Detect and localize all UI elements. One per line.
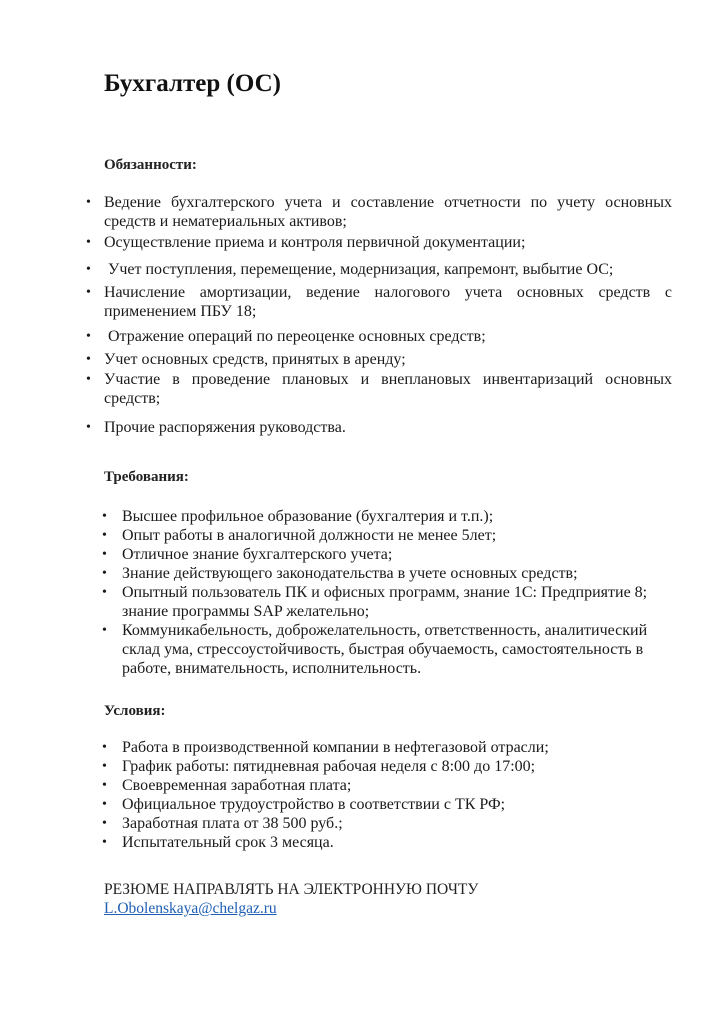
list-item: • Испытательный срок 3 месяца. [102, 834, 334, 851]
bullet-icon: • [86, 329, 91, 344]
bullet-icon: • [102, 509, 107, 524]
list-item: • Работа в производственной компании в нефтегазовой отрасли; [102, 739, 549, 756]
list-item: • Заработная плата от 38 500 руб.; [102, 815, 343, 832]
list-item: • Прочие распоряжения руководства. [86, 419, 346, 436]
list-item: • Осуществление приема и контроля первичной документации; [86, 234, 526, 251]
list-item: • Отличное знание бухгалтерского учета; [102, 546, 393, 563]
bullet-icon: • [86, 285, 91, 300]
list-item: • Опытный пользователь ПК и офисных программ, знание 1С: Предприятие 8; знание программы SAP желательно; [102, 584, 648, 620]
bullet-icon: • [86, 352, 91, 367]
bullet-icon: • [102, 566, 107, 581]
bullet-icon: • [86, 235, 91, 250]
bullet-icon: • [102, 816, 107, 831]
duties-heading: Обязанности: [104, 157, 197, 173]
list-item: • Опыт работы в аналогичной должности не менее 5лет; [102, 527, 497, 544]
list-item: • Высшее профильное образование (бухгалтерия и т.п.); [102, 508, 494, 525]
list-item: • Ведение бухгалтерского учета и составление отчетности по учету основных средств и нематериальных активов; [86, 194, 672, 230]
contact-block [104, 880, 478, 918]
bullet-icon: • [102, 740, 107, 755]
list-item: • Учет основных средств, принятых в аренду; [86, 351, 406, 368]
bullet-icon: • [102, 528, 107, 543]
bullet-icon: • [102, 759, 107, 774]
bullet-icon: • [102, 585, 107, 600]
list-item: • Знание действующего законодательства в учете основных средств; [102, 565, 578, 582]
bullet-icon: • [102, 623, 107, 638]
conditions-heading: Условия: [104, 703, 166, 719]
bullet-icon: • [102, 835, 107, 850]
requirements-list [102, 507, 682, 678]
bullet-icon: • [102, 547, 107, 562]
conditions-list [102, 738, 682, 852]
email-link[interactable]: L.Obolenskaya@chelgaz.ru [104, 900, 277, 917]
contact-text: РЕЗЮМЕ НАПРАВЛЯТЬ НА ЭЛЕКТРОННУЮ ПОЧТУ [104, 881, 479, 898]
duties-list [86, 193, 672, 437]
list-item: • Участие в проведение плановых и внеплановых инвентаризаций основных средств; [86, 371, 672, 407]
bullet-icon: • [102, 778, 107, 793]
bullet-icon: • [86, 262, 91, 277]
list-item: • Учет поступления, перемещение, модернизация, капремонт, выбытие ОС; [86, 261, 614, 278]
list-item: • Официальное трудоустройство в соответствии с ТК РФ; [102, 796, 506, 813]
list-item: • Своевременная заработная плата; [102, 777, 352, 794]
bullet-icon: • [86, 195, 91, 210]
bullet-icon: • [86, 420, 91, 435]
list-item: • Отражение операций по переоценке основных средств; [86, 328, 486, 345]
list-item: • Начисление амортизации, ведение налогового учета основных средств с применением ПБУ 18; [86, 284, 672, 320]
bullet-icon: • [86, 372, 91, 387]
list-item: • График работы: пятидневная рабочая неделя с 8:00 до 17:00; [102, 758, 536, 775]
bullet-icon: • [102, 797, 107, 812]
list-item: • Коммуникабельность, доброжелательность, ответственность, аналитический склад ума, стрессоустойчивость, быстрая обучаемость, самостоятельность в работе, внимательность, исполнительность. [102, 622, 648, 677]
requirements-heading: Требования: [104, 469, 189, 485]
page-title: Бухгалтер (ОС) [104, 70, 281, 97]
